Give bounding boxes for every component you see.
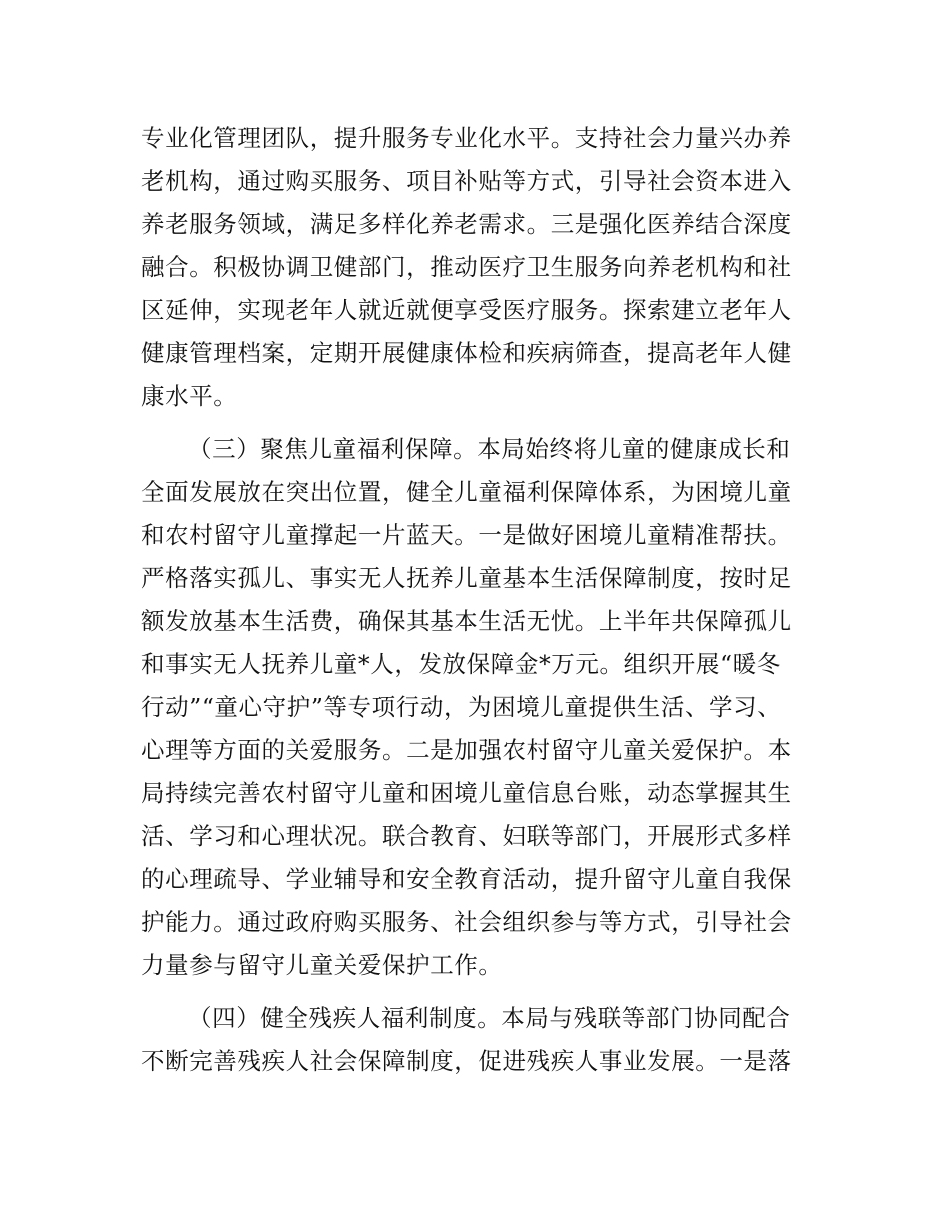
text-line: 的心理疏导、学业辅导和安全教育活动，提升留守儿童自我保	[141, 865, 792, 893]
text-line: 活、学习和心理状况。联合教育、妇联等部门，开展形式多样	[141, 822, 792, 850]
text-line: 行动”“童心守护”等专项行动，为困境儿童提供生活、学习、	[141, 693, 782, 721]
text-line: 力量参与留守儿童关爱保护工作。	[141, 951, 503, 979]
text-line: 养老服务领域，满足多样化养老需求。三是强化医养结合深度	[141, 210, 792, 238]
paragraph-disability-welfare	[141, 997, 811, 1083]
text-line: （四）健全残疾人福利制度。本局与残联等部门协同配合	[188, 1004, 791, 1032]
text-line: 严格落实孤儿、事实无人抚养儿童基本生活保障制度，按时足	[141, 564, 792, 592]
text-line: 额发放基本生活费，确保其基本生活无忧。上半年共保障孤儿	[141, 607, 792, 635]
text-line: 融合。积极协调卫健部门，推动医疗卫生服务向养老机构和社	[141, 253, 792, 281]
paragraph-elderly-care-continued	[141, 117, 811, 418]
text-line: 护能力。通过政府购买服务、社会组织参与等方式，引导社会	[141, 908, 792, 936]
text-line: 局持续完善农村留守儿童和困境儿童信息台账，动态掌握其生	[141, 779, 792, 807]
text-line: 全面发展放在突出位置，健全儿童福利保障体系，为困境儿童	[141, 478, 792, 506]
text-line: 和事实无人抚养儿童*人，发放保障金*万元。组织开展“暖冬	[141, 650, 781, 678]
document-body	[141, 117, 811, 1083]
text-line: （三）聚焦儿童福利保障。本局始终将儿童的健康成长和	[188, 435, 791, 463]
text-line: 心理等方面的关爱服务。二是加强农村留守儿童关爱保护。本	[141, 736, 792, 764]
text-line: 区延伸，实现老年人就近就便享受医疗服务。探索建立老年人	[141, 296, 792, 324]
text-line: 健康管理档案，定期开展健康体检和疾病筛查，提高老年人健	[141, 339, 792, 367]
paragraph-child-welfare	[141, 428, 811, 987]
text-line: 专业化管理团队，提升服务专业化水平。支持社会力量兴办养	[141, 124, 792, 152]
text-line: 康水平。	[141, 382, 238, 410]
paragraph-spacer	[141, 987, 811, 997]
text-line: 老机构，通过购买服务、项目补贴等方式，引导社会资本进入	[141, 167, 792, 195]
text-line: 不断完善残疾人社会保障制度，促进残疾人事业发展。一是落	[141, 1047, 792, 1075]
paragraph-spacer	[141, 418, 811, 428]
text-line: 和农村留守儿童撑起一片蓝天。一是做好困境儿童精准帮扶。	[141, 521, 792, 549]
